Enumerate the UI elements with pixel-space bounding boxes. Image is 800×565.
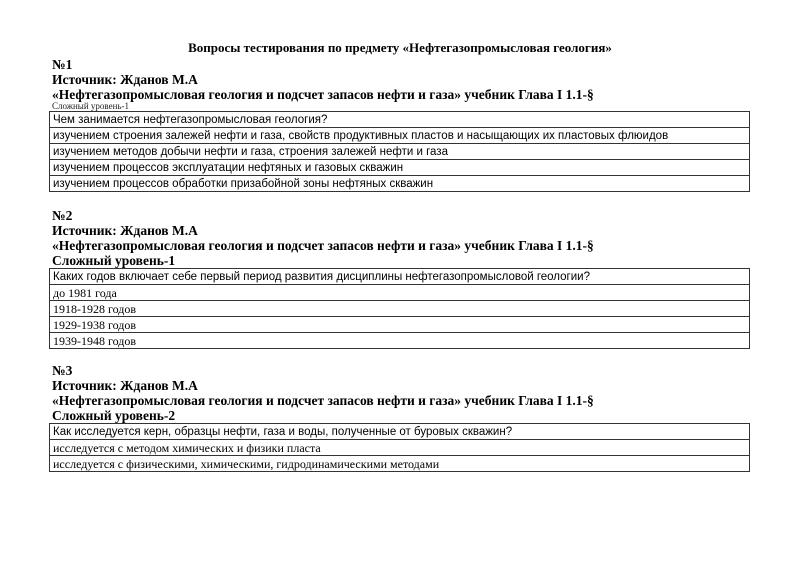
question-book: «Нефтегазопромысловая геология и подсчет запасов нефти и газа» учебник Глава I 1.1-§ [52, 87, 594, 102]
answer-row [50, 301, 750, 317]
answer-row [50, 440, 750, 456]
question-source: Источник: Жданов М.А [52, 72, 198, 87]
answer-text: 1929-1938 годов [50, 317, 750, 333]
answer-text: исследуется с методом химических и физики пласта [50, 440, 750, 456]
answer-row [50, 285, 750, 301]
question-row [50, 424, 750, 440]
question-level: Сложный уровень-1 [52, 253, 176, 268]
question-text: Как исследуется керн, образцы нефти, газа и воды, полученные от буровых скважин? [50, 424, 750, 440]
document-title: Вопросы тестирования по предмету «Нефтегазопромысловая геология» [188, 40, 612, 55]
answer-text: изучением строения залежей нефти и газа, свойств продуктивных пластов и насыщающих их пластовых флюидов [50, 128, 750, 144]
question-source: Источник: Жданов М.А [52, 378, 198, 393]
answer-text: 1918-1928 годов [50, 301, 750, 317]
question-book: «Нефтегазопромысловая геология и подсчет запасов нефти и газа» учебник Глава I 1.1-§ [52, 238, 594, 253]
answer-text: исследуется с физическими, химическими, гидродинамическими методами [50, 456, 750, 472]
question-row [50, 269, 750, 285]
question-block-1 [52, 57, 752, 192]
question-number: №2 [52, 208, 73, 223]
question-book: «Нефтегазопромысловая геология и подсчет запасов нефти и газа» учебник Глава I 1.1-§ [52, 393, 594, 408]
answer-text: изучением процессов обработки призабойной зоны нефтяных скважин [50, 176, 750, 192]
question-level: Сложный уровень-2 [52, 408, 176, 423]
answer-row [50, 144, 750, 160]
question-row [50, 112, 750, 128]
answer-text: до 1981 года [50, 285, 750, 301]
answer-row [50, 317, 750, 333]
question-table [49, 268, 750, 349]
answer-row [50, 160, 750, 176]
answer-text: изучением методов добычи нефти и газа, строения залежей нефти и газа [50, 144, 750, 160]
question-source: Источник: Жданов М.А [52, 223, 198, 238]
answer-row [50, 333, 750, 349]
question-text: Чем занимается нефтегазопромысловая геология? [50, 112, 750, 128]
question-table [49, 111, 750, 192]
answer-row [50, 176, 750, 192]
answer-text: 1939-1948 годов [50, 333, 750, 349]
question-block-2 [52, 208, 752, 349]
question-number: №1 [52, 57, 73, 72]
question-number: №3 [52, 363, 73, 378]
question-table [49, 423, 750, 472]
question-block-3 [52, 363, 752, 472]
answer-text: изучением процессов эксплуатации нефтяных и газовых скважин [50, 160, 750, 176]
answer-row [50, 128, 750, 144]
question-text: Каких годов включает себе первый период развития дисциплины нефтегазопромысловой геологии? [50, 269, 750, 285]
question-level: Сложный уровень-1 [52, 101, 130, 111]
answer-row [50, 456, 750, 472]
